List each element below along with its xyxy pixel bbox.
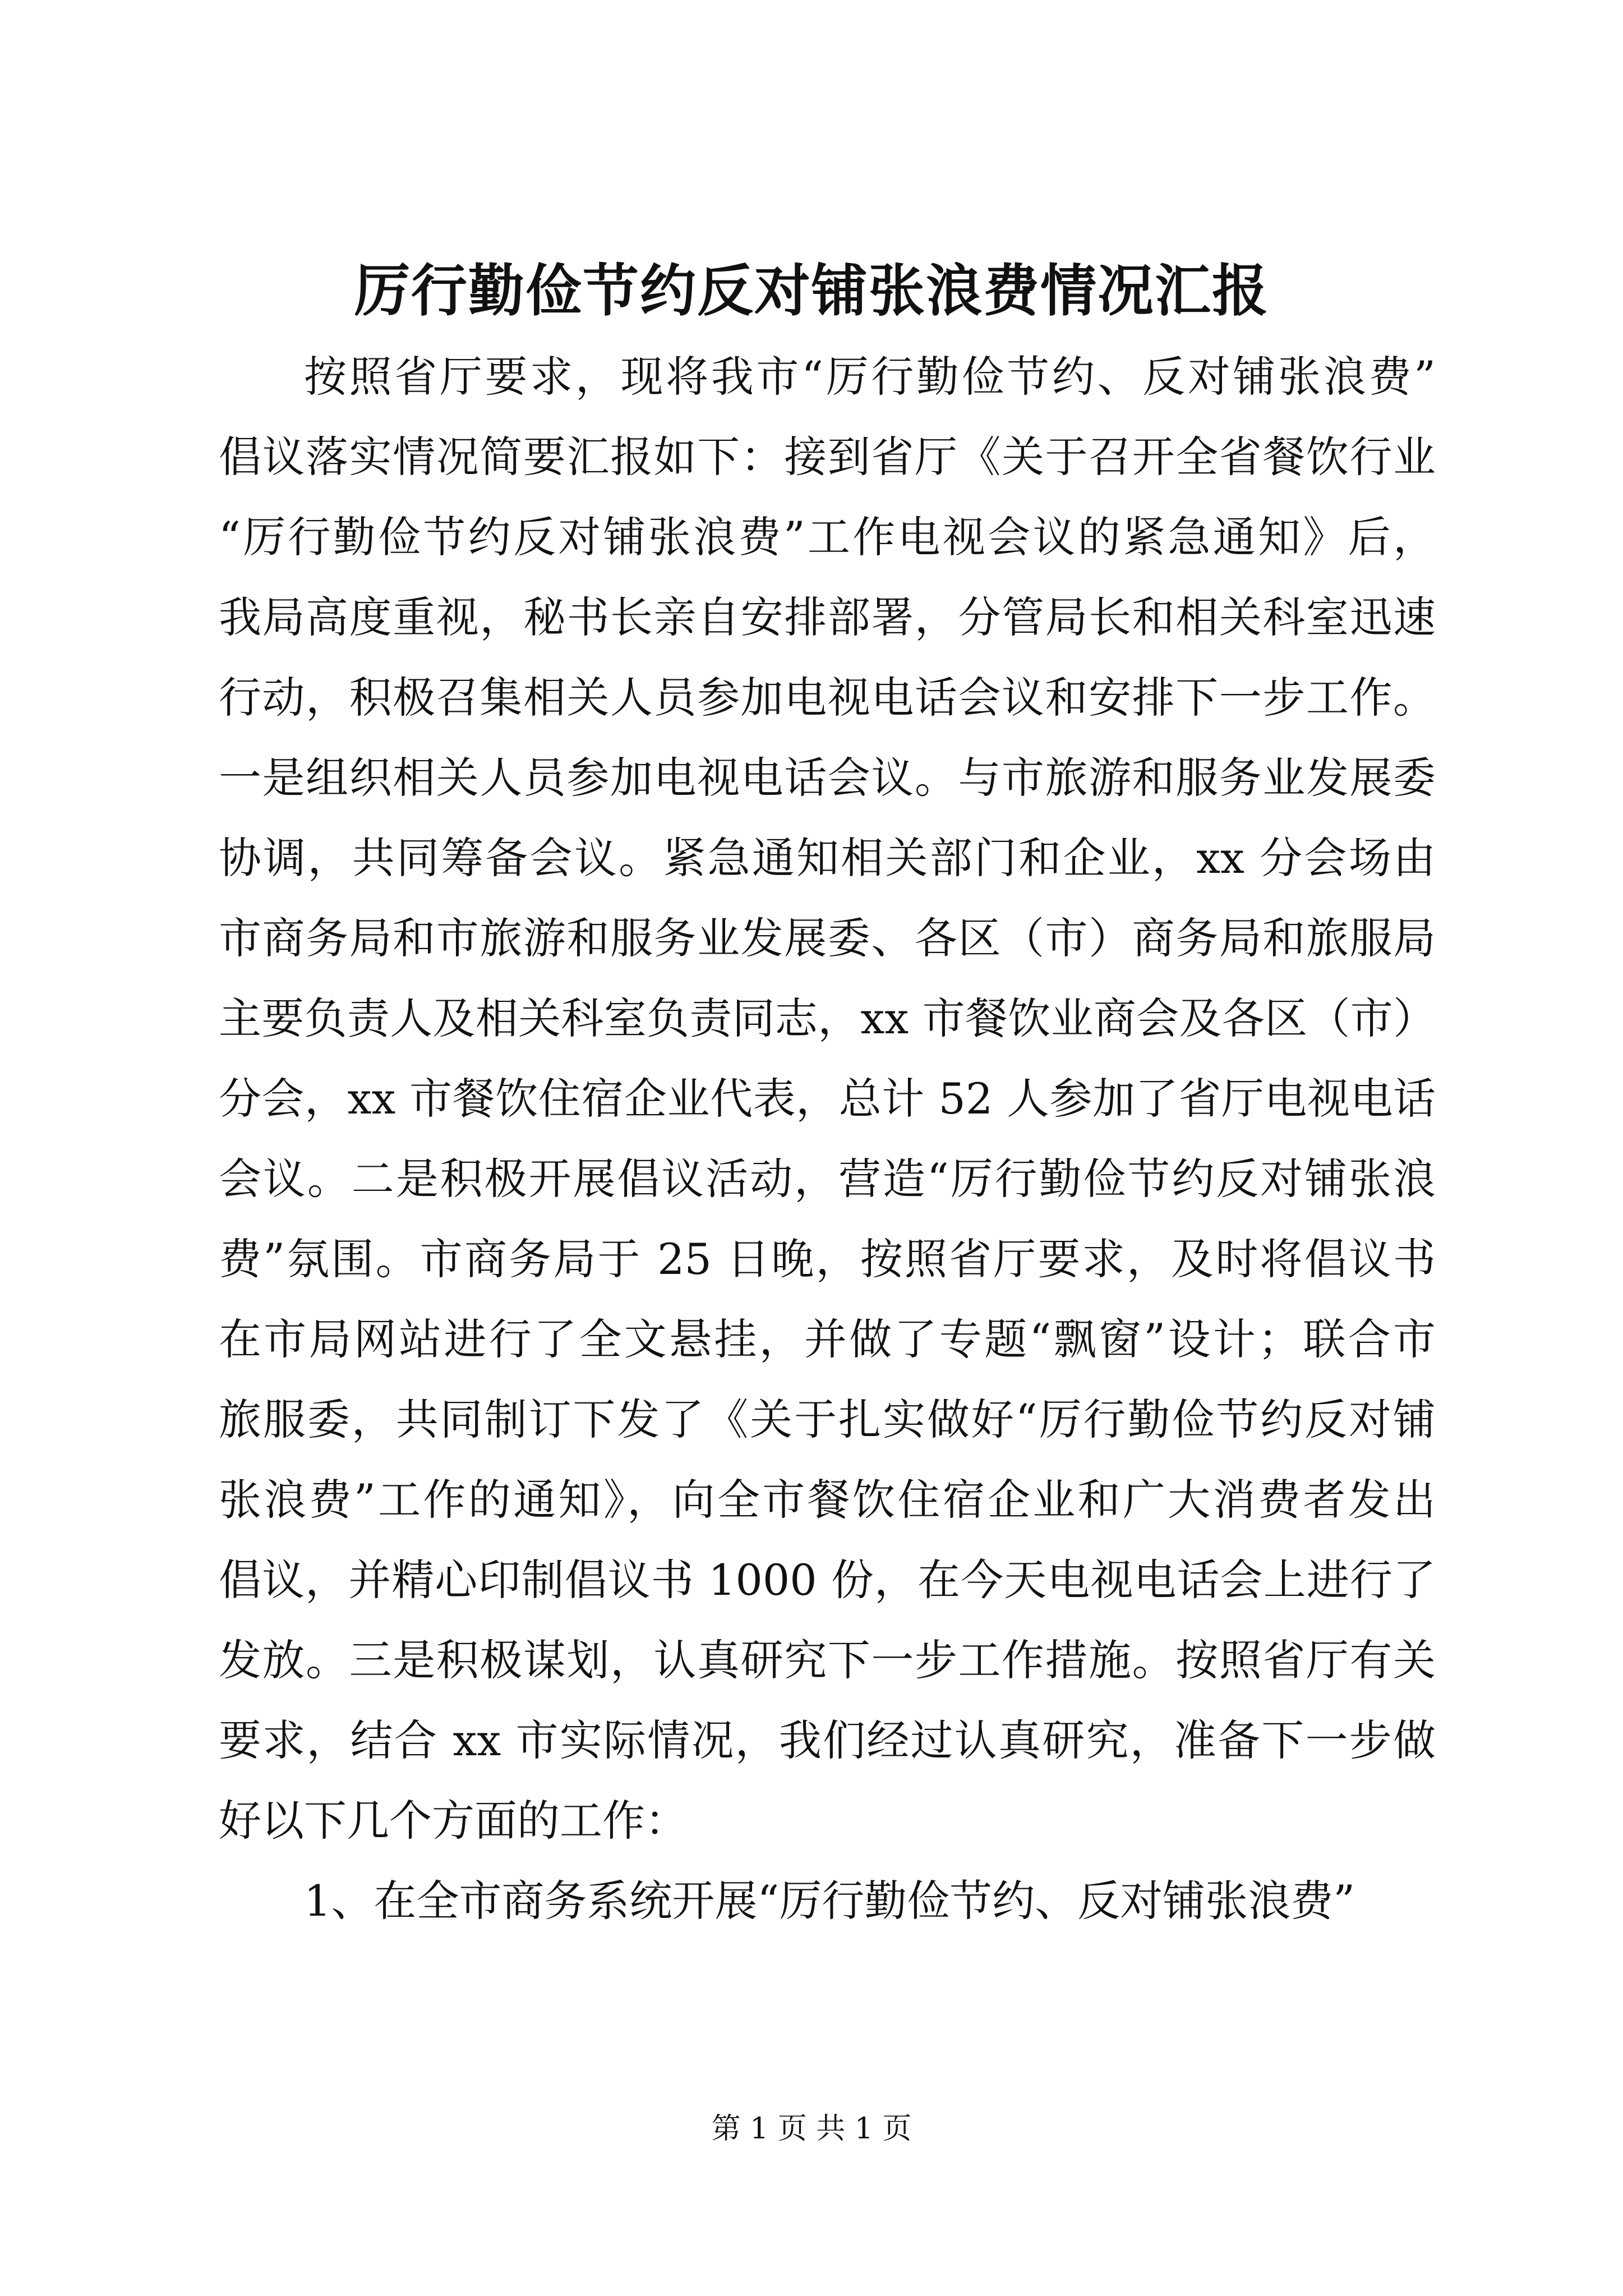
body-line: 分会，xx 市餐饮住宿企业代表，总计 52 人参加了省厅电视电话 <box>219 1074 1436 1124</box>
body-line: 倡议，并精心印制倡议书 1000 份，在今天电视电话会上进行了 <box>219 1555 1436 1605</box>
body-line: 在市局网站进行了全文悬挂，并做了专题“飘窗”设计；联合市 <box>219 1314 1436 1364</box>
page-footer: 第 1 页 共 1 页 <box>711 2112 912 2146</box>
body-line: 协调，共同筹备会议。紧急通知相关部门和企业，xx 分会场由 <box>219 833 1436 883</box>
body-line: 要求，结合 xx 市实际情况，我们经过认真研究，准备下一步做 <box>219 1715 1436 1765</box>
body-line: 1、在全市商务系统开展“厉行勤俭节约、反对铺张浪费” <box>304 1876 1355 1926</box>
body-line: 主要负责人及相关科室负责同志，xx 市餐饮业商会及各区（市） <box>219 993 1436 1043</box>
body-line: 旅服委，共同制订下发了《关于扎实做好“厉行勤俭节约反对铺 <box>219 1395 1436 1444</box>
body-line: 行动，积极召集相关人员参加电视电话会议和安排下一步工作。 <box>219 673 1436 723</box>
body-line: 倡议落实情况简要汇报如下：接到省厅《关于召开全省餐饮行业 <box>219 432 1436 482</box>
body-line: 费”氛围。市商务局于 25 日晚，按照省厅要求，及时将倡议书 <box>219 1234 1436 1284</box>
body-line: 会议。二是积极开展倡议活动，营造“厉行勤俭节约反对铺张浪 <box>219 1154 1436 1204</box>
body-line: 按照省厅要求，现将我市“厉行勤俭节约、反对铺张浪费” <box>304 352 1436 402</box>
body-line: 发放。三是积极谋划，认真研究下一步工作措施。按照省厅有关 <box>219 1635 1436 1685</box>
body-line: 一是组织相关人员参加电视电话会议。与市旅游和服务业发展委 <box>219 753 1436 803</box>
document-title: 厉行勤俭节约反对铺张浪费情况汇报 <box>354 257 1269 324</box>
body-line: 我局高度重视，秘书长亲自安排部署，分管局长和相关科室迅速 <box>219 592 1436 642</box>
body-line: 张浪费”工作的通知》，向全市餐饮住宿企业和广大消费者发出 <box>219 1475 1436 1525</box>
body-line: “厉行勤俭节约反对铺张浪费”工作电视会议的紧急通知》后， <box>219 512 1436 562</box>
document-body <box>219 337 1436 1941</box>
body-line: 好以下几个方面的工作： <box>219 1796 688 1846</box>
body-line: 市商务局和市旅游和服务业发展委、各区（市）商务局和旅服局 <box>219 913 1436 963</box>
